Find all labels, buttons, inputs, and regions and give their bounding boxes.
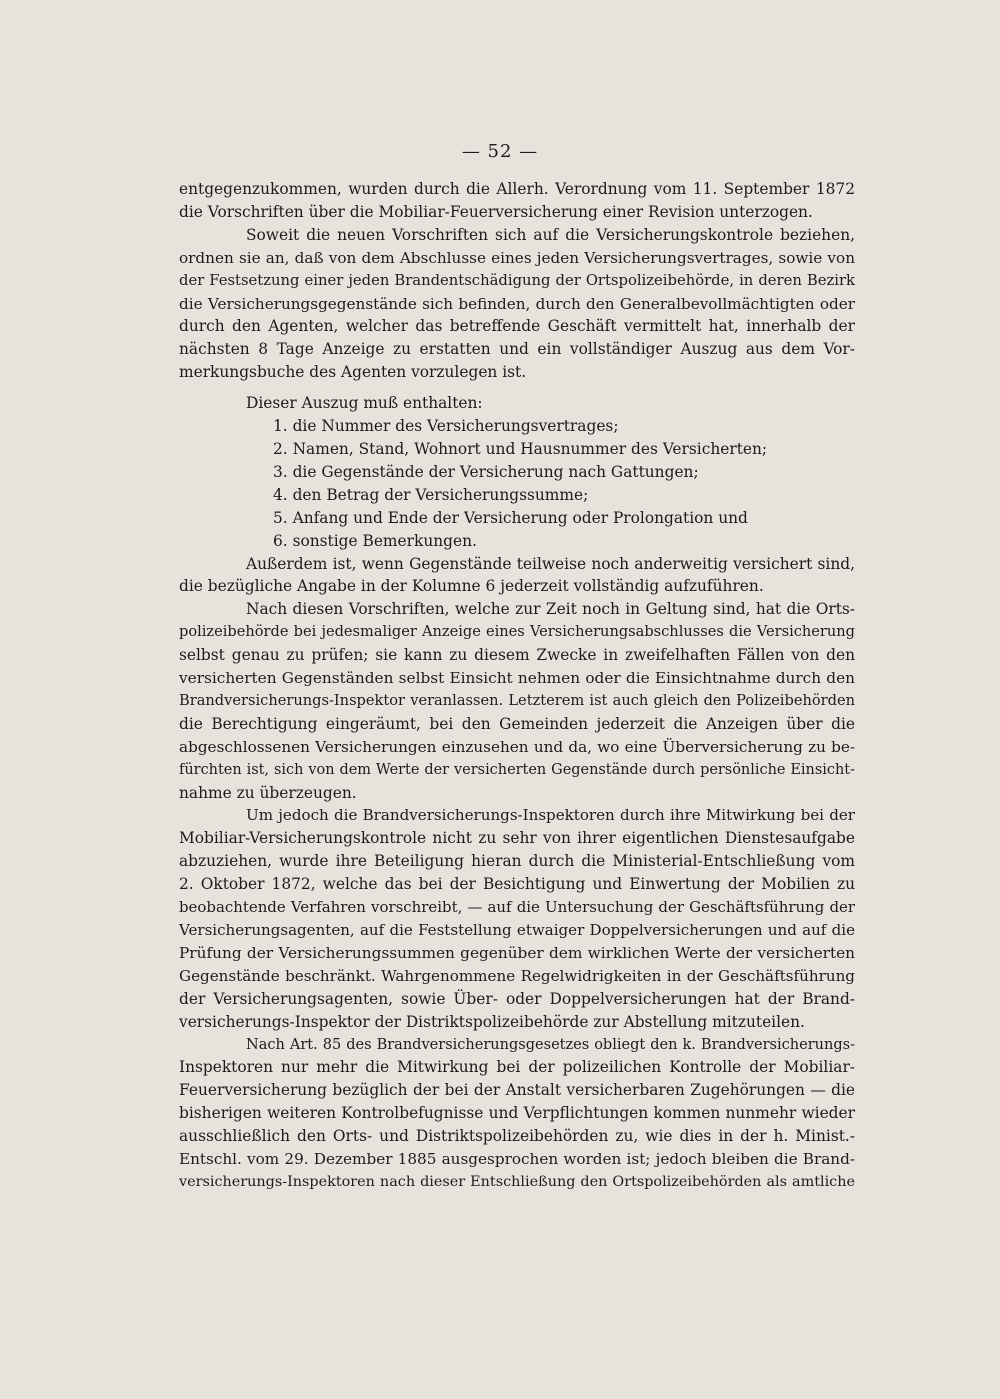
text-line: Um jedoch die Brandversicherungs-Inspektoren durch ihre Mitwirkung bei der: [246, 806, 855, 825]
text-line: die bezügliche Angabe in der Kolumne 6 jederzeit vollständig aufzuführen.: [179, 577, 764, 596]
list-item: 4. den Betrag der Versicherungssumme;: [273, 485, 589, 504]
text-line: versicherungs-Inspektoren nach dieser Entschließung den Ortspolizeibehörden als amtliche: [179, 1173, 855, 1190]
text-line: Feuerversicherung bezüglich der bei der Anstalt versicherbaren Zugehörungen — die: [179, 1081, 855, 1100]
text-line: Entschl. vom 29. Dezember 1885 ausgesprochen worden ist; jedoch bleiben die Brand-: [179, 1150, 855, 1169]
text-line: abzuziehen, wurde ihre Beteiligung hieran durch die Ministerial-Entschließung vom: [179, 852, 855, 871]
text-line: merkungsbuche des Agenten vorzulegen ist.: [179, 363, 527, 382]
text-line: Gegenstände beschränkt. Wahrgenommene Regelwidrigkeiten in der Geschäftsführung: [179, 966, 855, 985]
list-item: 3. die Gegenstände der Versicherung nach Gattungen;: [273, 462, 699, 481]
text-line: nahme zu überzeugen.: [179, 783, 357, 802]
text-line: 2. Oktober 1872, welche das bei der Besichtigung und Einwertung der Mobilien zu: [179, 875, 855, 894]
text-line: Prüfung der Versicherungssummen gegenüber dem wirklichen Werte der versicherten: [179, 943, 855, 962]
text-line: ausschließlich den Orts- und Distriktspolizeibehörden zu, wie dies in der h. Minist.-: [179, 1127, 855, 1146]
text-line: beobachtende Verfahren vorschreibt, — auf die Untersuchung der Geschäftsführung der: [179, 898, 855, 917]
text-line: selbst genau zu prüfen; sie kann zu diesem Zwecke in zweifelhaften Fällen von den: [179, 646, 855, 665]
text-line: Soweit die neuen Vorschriften sich auf die Versicherungskontrole beziehen,: [246, 225, 855, 244]
text-line: versicherten Gegenständen selbst Einsicht nehmen oder die Einsichtnahme durch den: [179, 669, 855, 688]
text-line: Dieser Auszug muß enthalten:: [246, 394, 483, 413]
text-line: polizeibehörde bei jedesmaliger Anzeige eines Versicherungsabschlusses die Versicherung: [179, 623, 855, 641]
text-line: durch den Agenten, welcher das betreffende Geschäft vermittelt hat, innerhalb der: [179, 317, 855, 336]
list-item: 6. sonstige Bemerkungen.: [273, 531, 477, 550]
text-line: Nach diesen Vorschriften, welche zur Zeit noch in Geltung sind, hat die Orts-: [246, 600, 855, 619]
page-number: — 52 —: [461, 141, 539, 162]
text-line: ordnen sie an, daß von dem Abschlusse eines jeden Versicherungsvertrages, sowie von: [179, 248, 855, 267]
text-line: bisherigen weiteren Kontrolbefugnisse und Verpflichtungen kommen nunmehr wieder: [179, 1104, 855, 1123]
text-line: der Versicherungsagenten, sowie Über- oder Doppelversicherungen hat der Brand-: [179, 989, 855, 1008]
text-line: der Festsetzung einer jeden Brandentschädigung der Ortspolizeibehörde, in deren Bezirk: [179, 271, 855, 289]
text-line: Inspektoren nur mehr die Mitwirkung bei der polizeilichen Kontrolle der Mobiliar-: [179, 1058, 855, 1077]
text-line: Brandversicherungs-Inspektor veranlassen. Letzterem ist auch gleich den Polizeibehörden: [179, 691, 855, 709]
text-line: die Berechtigung eingeräumt, bei den Gemeinden jederzeit die Anzeigen über die: [179, 714, 855, 733]
list-item: 5. Anfang und Ende der Versicherung oder Prolongation und: [273, 508, 748, 527]
text-line: abgeschlossenen Versicherungen einzusehen und da, wo eine Überversicherung zu be-: [179, 737, 855, 756]
text-line: die Vorschriften über die Mobiliar-Feuerversicherung einer Revision unterzogen.: [179, 202, 813, 221]
text-line: nächsten 8 Tage Anzeige zu erstatten und ein vollständiger Auszug aus dem Vor-: [179, 340, 855, 359]
text-line: Außerdem ist, wenn Gegenstände teilweise noch anderweitig versichert sind,: [246, 554, 855, 573]
text-line: die Versicherungsgegenstände sich befinden, durch den Generalbevollmächtigten oder: [179, 294, 855, 313]
text-line: Versicherungsagenten, auf die Feststellung etwaiger Doppelversicherungen und auf die: [179, 921, 855, 939]
text-line: fürchten ist, sich von dem Werte der versicherten Gegenstände durch persönliche Einsicht-: [179, 761, 855, 778]
text-line: Mobiliar-Versicherungskontrole nicht zu sehr von ihrer eigentlichen Dienstesaufgabe: [179, 829, 855, 848]
text-line: versicherungs-Inspektor der Distriktspolizeibehörde zur Abstellung mitzuteilen.: [179, 1012, 805, 1031]
text-line: entgegenzukommen, wurden durch die Allerh. Verordnung vom 11. September 1872: [179, 180, 855, 198]
list-item: 1. die Nummer des Versicherungsvertrages;: [273, 417, 619, 436]
list-item: 2. Namen, Stand, Wohnort und Hausnummer des Versicherten;: [273, 439, 768, 458]
body-text: [179, 178, 855, 1194]
text-line: Nach Art. 85 des Brandversicherungsgesetzes obliegt den k. Brandversicherungs-: [246, 1036, 855, 1053]
